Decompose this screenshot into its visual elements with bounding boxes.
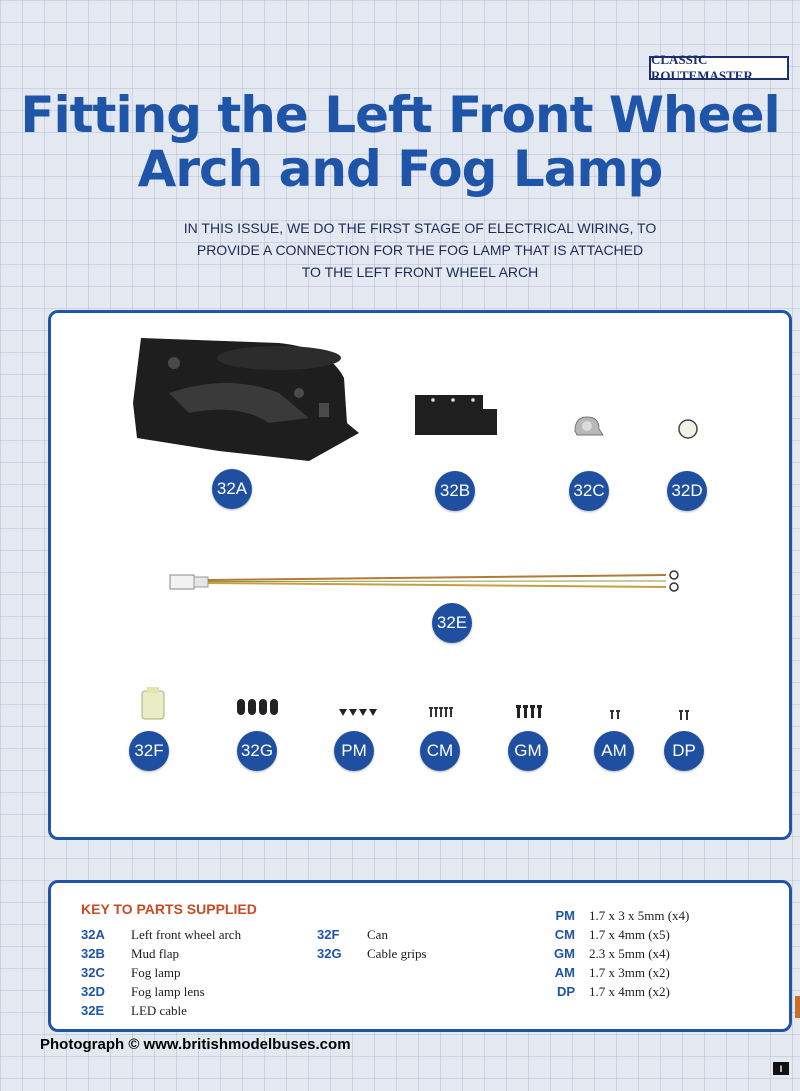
part-badge-cm: CM: [420, 731, 460, 771]
mud-flap-part-image: [413, 391, 503, 439]
part-badge-gm: GM: [508, 731, 548, 771]
key-code: PM: [555, 908, 575, 923]
can-part-image: [139, 685, 169, 721]
dp-screws-image: [678, 709, 690, 721]
key-code: 32G: [317, 946, 342, 961]
key-code: DP: [556, 984, 575, 999]
key-row: [81, 1001, 187, 1020]
key-row: [81, 925, 241, 944]
key-description: 1.7 x 4mm (x5): [589, 926, 670, 942]
key-description: Left front wheel arch: [131, 926, 242, 942]
key-description: Can: [367, 926, 388, 942]
key-code: 32D: [81, 984, 105, 999]
key-code: AM: [554, 965, 575, 980]
part-badge-32c: 32C: [569, 471, 609, 511]
part-badge-32g: 32G: [237, 731, 277, 771]
intro-line-3: TO THE LEFT FRONT WHEEL ARCH: [301, 264, 539, 280]
key-row: [317, 925, 388, 944]
cm-screws-image: [428, 705, 454, 719]
intro-line-1: IN THIS ISSUE, WE DO THE FIRST STAGE OF ELECTRICAL WIRING, TO: [183, 220, 657, 236]
am-screws-image: [609, 709, 621, 721]
part-badge-32e: 32E: [432, 603, 472, 643]
series-tag: CLASSIC ROUTEMASTER: [649, 56, 789, 80]
key-code: 32B: [81, 946, 105, 961]
key-row: [523, 925, 670, 944]
key-description: LED cable: [131, 1002, 187, 1018]
key-code: 32E: [81, 1003, 105, 1018]
key-description: Mud flap: [131, 945, 180, 961]
cable-grips-part-image: [235, 697, 279, 719]
parts-key-panel: [48, 880, 792, 1032]
key-description: 2.3 x 5mm (x4): [589, 945, 670, 961]
key-heading: KEY TO PARTS SUPPLIED: [81, 901, 257, 917]
intro-line-2: PROVIDE A CONNECTION FOR THE FOG LAMP THAT IS ATTACHED: [196, 242, 644, 258]
key-row: [523, 906, 689, 925]
fog-lamp-lens-part-image: [676, 417, 700, 441]
part-badge-32a: 32A: [212, 469, 252, 509]
gm-screws-image: [515, 703, 543, 721]
page-title: [0, 88, 800, 196]
photo-credit: Photograph © www.britishmodelbuses.com: [40, 1036, 351, 1053]
led-cable-part-image: [166, 565, 696, 601]
key-code: CM: [554, 927, 575, 942]
key-row: [81, 982, 205, 1001]
key-code: 32A: [81, 927, 105, 942]
part-badge-pm: PM: [334, 731, 374, 771]
key-code: GM: [554, 946, 575, 961]
key-row: [81, 944, 179, 963]
key-row: [81, 963, 180, 982]
edge-tab: [795, 996, 800, 1018]
key-description: Cable grips: [367, 945, 427, 961]
page-marker: I: [773, 1062, 789, 1075]
key-description: Fog lamp lens: [131, 983, 205, 999]
key-row: [317, 944, 427, 963]
key-row: [523, 944, 670, 963]
key-code: 32C: [81, 965, 105, 980]
part-badge-32d: 32D: [667, 471, 707, 511]
key-description: 1.7 x 3mm (x2): [589, 964, 670, 980]
key-description: Fog lamp: [131, 964, 181, 980]
fog-lamp-part-image: [571, 411, 607, 441]
wheel-arch-part-image: [129, 333, 369, 468]
part-badge-32f: 32F: [129, 731, 169, 771]
part-badge-am: AM: [594, 731, 634, 771]
key-row: [523, 963, 670, 982]
part-badge-dp: DP: [664, 731, 704, 771]
title-line-2: Arch and Fog Lamp: [137, 140, 663, 198]
key-description: 1.7 x 3 x 5mm (x4): [589, 907, 690, 923]
key-row: [523, 982, 670, 1001]
pm-screws-image: [337, 705, 379, 719]
intro-text: [150, 217, 690, 283]
title-line-1: Fitting the Left Front Wheel: [20, 86, 780, 144]
parts-photo-panel: [48, 310, 792, 840]
part-badge-32b: 32B: [435, 471, 475, 511]
key-code: 32F: [317, 927, 340, 942]
key-description: 1.7 x 4mm (x2): [589, 983, 670, 999]
